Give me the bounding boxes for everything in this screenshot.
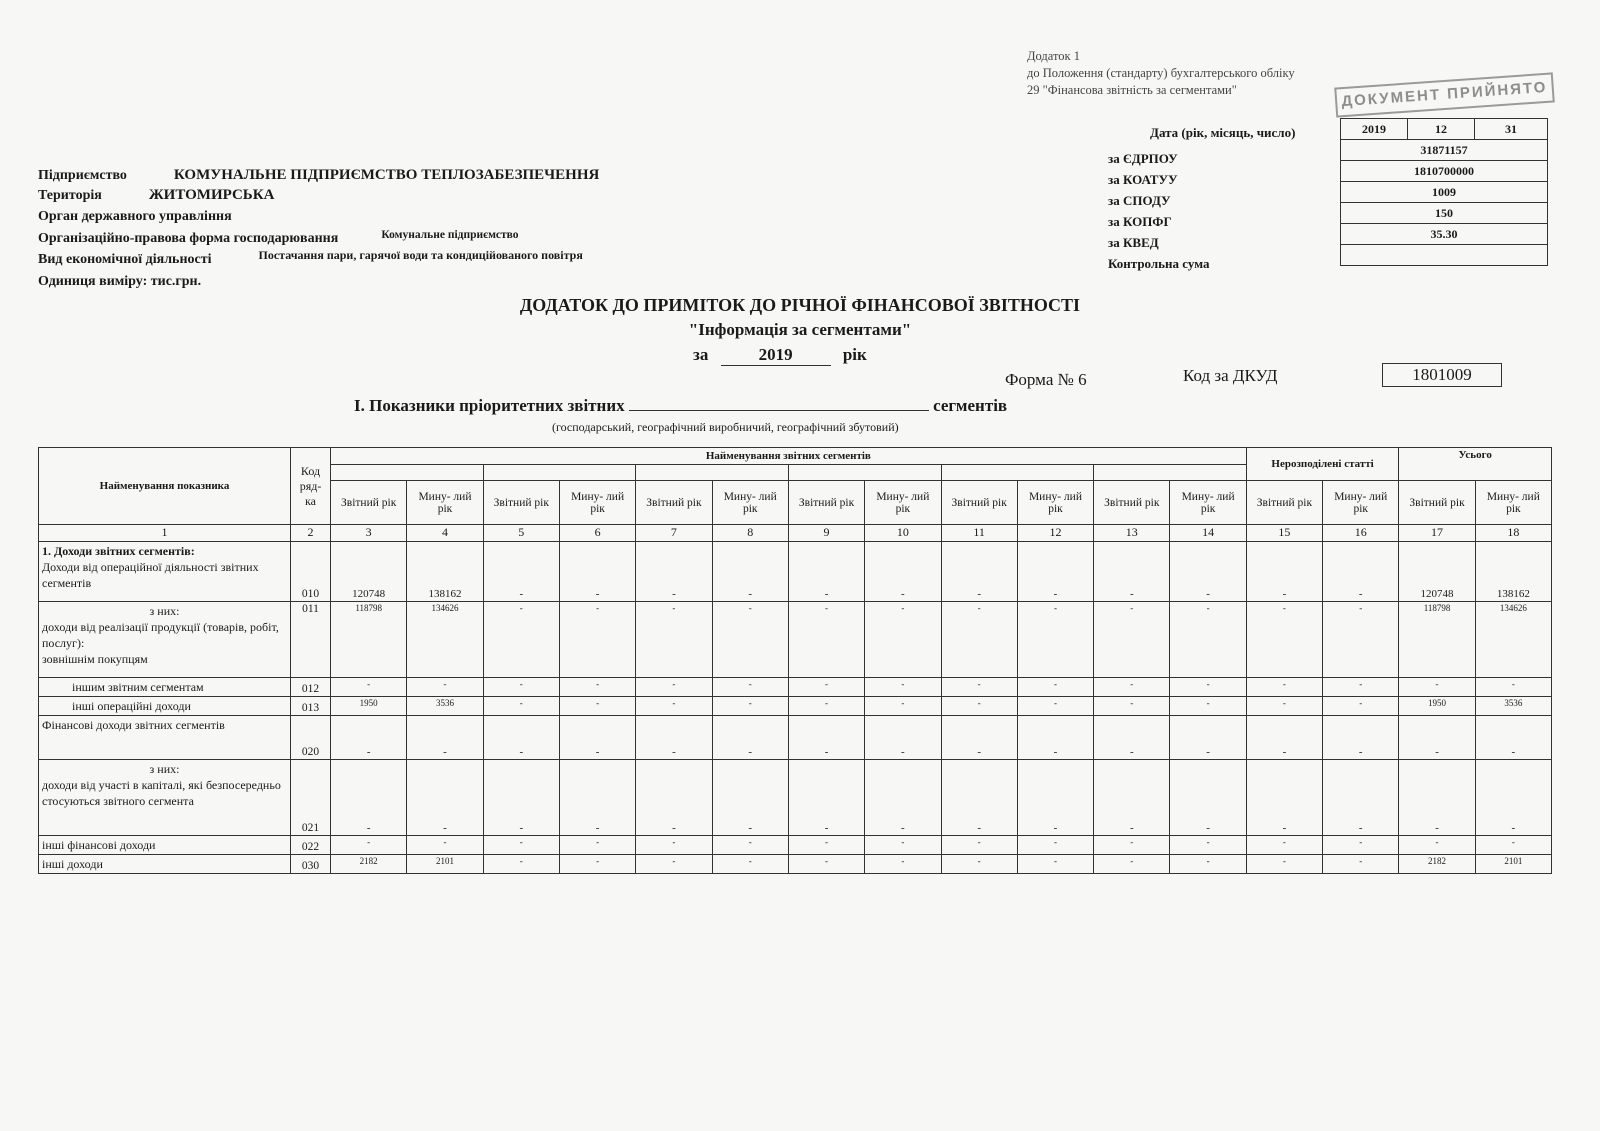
- dkud-label: Код за ДКУД: [1183, 366, 1278, 385]
- row-value: -: [712, 678, 788, 697]
- col-number: 2: [291, 525, 331, 542]
- form-number: Форма № 6: [1005, 370, 1087, 389]
- row-value: -: [1475, 716, 1551, 760]
- col-number: 14: [1170, 525, 1246, 542]
- row-value: -: [1399, 716, 1475, 760]
- col-current-13: Звітний рік: [1094, 481, 1170, 525]
- row-value: -: [331, 716, 407, 760]
- row-value: -: [1170, 697, 1246, 716]
- row-value: -: [788, 836, 864, 855]
- checksum-label: Контрольна сума: [1108, 256, 1210, 271]
- row-value: -: [788, 678, 864, 697]
- col-number: 13: [1094, 525, 1170, 542]
- row-value: 2182: [1399, 855, 1475, 874]
- row-value: -: [1323, 678, 1399, 697]
- row-value: -: [331, 836, 407, 855]
- col-number: 8: [712, 525, 788, 542]
- row-value: -: [1323, 836, 1399, 855]
- col-number: 4: [407, 525, 483, 542]
- enterprise-value: КОМУНАЛЬНЕ ПІДПРИЄМСТВО ТЕПЛОЗАБЕЗПЕЧЕННЯ: [173, 167, 600, 183]
- kopfg-value: 150: [1341, 203, 1548, 224]
- segment-4-header: [788, 465, 941, 481]
- segment-6-header: [1094, 465, 1247, 481]
- row-value: -: [1399, 678, 1475, 697]
- koatuu-value: 1810700000: [1341, 161, 1548, 182]
- segment-3-header: [636, 465, 789, 481]
- section-suffix: сегментів: [933, 396, 1008, 415]
- row-value: -: [1094, 836, 1170, 855]
- authority-label: Орган державного управління: [38, 209, 232, 224]
- appendix-note: [1027, 48, 1295, 99]
- row-name: інші фінансові доходи: [39, 836, 291, 855]
- segment-5-header: [941, 465, 1094, 481]
- activity-label: Вид економічної діяльності: [38, 252, 212, 267]
- territory-value: ЖИТОМИРСЬКА: [148, 187, 275, 203]
- appendix-line-3: 29 "Фінансова звітність за сегментами": [1027, 83, 1237, 97]
- period-for-label: за: [693, 345, 709, 364]
- row-value: -: [788, 602, 864, 678]
- row-value: -: [483, 542, 559, 602]
- row-value: -: [941, 602, 1017, 678]
- table-body: [39, 542, 1552, 874]
- table-row: [39, 697, 1552, 716]
- col-number: 9: [788, 525, 864, 542]
- kved-label: за КВЕД: [1108, 235, 1159, 250]
- date-label: Дата (рік, місяць, число): [1150, 125, 1296, 140]
- row-value: 138162: [407, 542, 483, 602]
- segment-2-header: [483, 465, 636, 481]
- col-prev-18: Мину- лий рік: [1475, 481, 1551, 525]
- enterprise-label: Підприємство: [38, 168, 127, 183]
- row-value: -: [941, 678, 1017, 697]
- col-current-11: Звітний рік: [941, 481, 1017, 525]
- header-unallocated: Нерозподілені статті: [1246, 448, 1399, 481]
- row-value: -: [483, 836, 559, 855]
- row-value: -: [636, 678, 712, 697]
- row-value: 118798: [331, 602, 407, 678]
- row-value: -: [1246, 697, 1322, 716]
- row-value: -: [1475, 836, 1551, 855]
- row-value: -: [559, 697, 635, 716]
- row-value: -: [788, 542, 864, 602]
- row-value: -: [865, 836, 941, 855]
- row-value: -: [1017, 760, 1093, 836]
- row-value: -: [1017, 602, 1093, 678]
- row-value: -: [712, 855, 788, 874]
- row-name: з них: доходи від участі в капіталі, які безпосередньо стосуються звітного сегмента: [39, 760, 291, 836]
- row-value: -: [1094, 855, 1170, 874]
- row-value: -: [1399, 760, 1475, 836]
- col-number: 10: [865, 525, 941, 542]
- section-title: І. Показники пріоритетних звітних: [354, 396, 625, 415]
- row-value: -: [712, 760, 788, 836]
- row-value: -: [941, 542, 1017, 602]
- col-current-7: Звітний рік: [636, 481, 712, 525]
- codes-table: [1340, 118, 1548, 266]
- row-value: -: [788, 697, 864, 716]
- row-value: -: [559, 602, 635, 678]
- row-name: 1. Доходи звітних сегментів: Доходи від операційної діяльності звітних сегментів: [39, 542, 291, 602]
- row-value: 120748: [1399, 542, 1475, 602]
- row-value: -: [712, 716, 788, 760]
- row-name: інші операційні доходи: [39, 697, 291, 716]
- row-value: -: [1094, 542, 1170, 602]
- row-value: -: [1170, 855, 1246, 874]
- row-value: -: [1170, 542, 1246, 602]
- row-value: 1950: [331, 697, 407, 716]
- row-value: -: [941, 716, 1017, 760]
- row-value: -: [1094, 678, 1170, 697]
- row-value: -: [1017, 697, 1093, 716]
- row-name: іншим звітним сегментам: [39, 678, 291, 697]
- row-value: -: [1475, 678, 1551, 697]
- territory-row: [38, 187, 274, 204]
- kopfg-label: за КОПФГ: [1108, 214, 1172, 229]
- activity-row: [38, 248, 583, 268]
- row-code: 030: [291, 855, 331, 874]
- row-value: -: [1323, 760, 1399, 836]
- checksum-value: [1341, 245, 1548, 266]
- col-number: 15: [1246, 525, 1322, 542]
- enterprise-row: [38, 167, 599, 184]
- row-value: -: [1246, 716, 1322, 760]
- row-value: -: [1094, 760, 1170, 836]
- col-current-3: Звітний рік: [331, 481, 407, 525]
- row-value: -: [941, 697, 1017, 716]
- row-value: -: [1246, 855, 1322, 874]
- row-code: 021: [291, 760, 331, 836]
- territory-label: Територія: [38, 188, 102, 203]
- activity-value: Постачання пари, гарячої води та кондиційованого повітря: [258, 248, 583, 262]
- row-value: -: [559, 836, 635, 855]
- col-current-15: Звітний рік: [1246, 481, 1322, 525]
- row-value: -: [1170, 836, 1246, 855]
- table-row: [39, 760, 1552, 836]
- row-value: -: [865, 542, 941, 602]
- appendix-line-2: до Положення (стандарту) бухгалтерського обліку: [1027, 66, 1295, 80]
- row-value: -: [636, 716, 712, 760]
- period-suffix: рік: [842, 345, 867, 364]
- row-value: -: [1323, 602, 1399, 678]
- section-hint: (господарський, географічний виробничий, географічний збутовий): [552, 420, 899, 434]
- row-value: -: [483, 602, 559, 678]
- row-value: -: [1323, 716, 1399, 760]
- col-prev-10: Мину- лий рік: [865, 481, 941, 525]
- row-value: -: [407, 760, 483, 836]
- col-prev-16: Мину- лий рік: [1323, 481, 1399, 525]
- row-value: -: [1170, 716, 1246, 760]
- col-current-17: Звітний рік: [1399, 481, 1475, 525]
- row-value: -: [331, 760, 407, 836]
- dkud-value: 1801009: [1382, 363, 1502, 387]
- row-code: 022: [291, 836, 331, 855]
- row-value: -: [1170, 760, 1246, 836]
- row-value: 1950: [1399, 697, 1475, 716]
- header-row-code: Код ряд- ка: [291, 448, 331, 525]
- row-value: -: [941, 855, 1017, 874]
- row-value: -: [1017, 542, 1093, 602]
- section-title-row: [354, 396, 1007, 416]
- row-code: 013: [291, 697, 331, 716]
- col-prev-12: Мину- лий рік: [1017, 481, 1093, 525]
- row-value: -: [1475, 760, 1551, 836]
- col-number: 7: [636, 525, 712, 542]
- col-number: 11: [941, 525, 1017, 542]
- col-prev-8: Мину- лий рік: [712, 481, 788, 525]
- row-value: -: [636, 697, 712, 716]
- row-value: 2182: [331, 855, 407, 874]
- report-title: ДОДАТОК ДО ПРИМІТОК ДО РІЧНОЇ ФІНАНСОВОЇ ЗВІТНОСТІ: [519, 295, 1081, 315]
- row-value: -: [865, 602, 941, 678]
- row-value: -: [407, 678, 483, 697]
- row-name: з них: доходи від реалізації продукції (товарів, робіт, послуг): зовнішнім покупцям: [39, 602, 291, 678]
- row-value: -: [1246, 678, 1322, 697]
- header-segments: Найменування звітних сегментів: [331, 448, 1247, 465]
- row-value: -: [1246, 760, 1322, 836]
- column-number-row: [39, 525, 1552, 542]
- row-value: -: [483, 760, 559, 836]
- row-value: -: [941, 760, 1017, 836]
- edrpou-label: за ЄДРПОУ: [1108, 151, 1178, 166]
- col-number: 12: [1017, 525, 1093, 542]
- col-prev-4: Мину- лий рік: [407, 481, 483, 525]
- row-value: -: [1170, 678, 1246, 697]
- row-name: інші доходи: [39, 855, 291, 874]
- row-value: -: [483, 678, 559, 697]
- row-value: -: [636, 602, 712, 678]
- col-number: 1: [39, 525, 291, 542]
- row-value: 2101: [407, 855, 483, 874]
- row-value: -: [712, 836, 788, 855]
- row-value: -: [483, 716, 559, 760]
- col-current-9: Звітний рік: [788, 481, 864, 525]
- col-number: 17: [1399, 525, 1475, 542]
- date-day: 31: [1475, 119, 1548, 140]
- row-value: -: [788, 855, 864, 874]
- legal-form-value: Комунальне підприємство: [381, 229, 519, 241]
- row-code: 010: [291, 542, 331, 602]
- row-code: 011: [291, 602, 331, 678]
- koatuu-label: за КОАТУУ: [1108, 172, 1178, 187]
- kved-value: 35.30: [1341, 224, 1548, 245]
- row-value: -: [788, 760, 864, 836]
- row-value: -: [1017, 716, 1093, 760]
- period-row: [693, 345, 867, 366]
- table-row: [39, 716, 1552, 760]
- row-value: -: [636, 836, 712, 855]
- col-number: 16: [1323, 525, 1399, 542]
- row-value: -: [331, 678, 407, 697]
- legal-form-label: Організаційно-правова форма господарювання: [38, 231, 339, 246]
- row-value: -: [712, 697, 788, 716]
- col-prev-14: Мину- лий рік: [1170, 481, 1246, 525]
- row-value: 138162: [1475, 542, 1551, 602]
- row-name: Фінансові доходи звітних сегментів: [39, 716, 291, 760]
- spodu-label: за СПОДУ: [1108, 193, 1171, 208]
- table-row: [39, 678, 1552, 697]
- report-subtitle: "Інформація за сегментами": [688, 320, 912, 339]
- row-code: 020: [291, 716, 331, 760]
- row-value: -: [559, 542, 635, 602]
- col-number: 6: [559, 525, 635, 542]
- row-value: -: [865, 716, 941, 760]
- row-value: -: [559, 760, 635, 836]
- row-value: -: [636, 855, 712, 874]
- header-total: Усього: [1399, 448, 1552, 481]
- appendix-line-1: Додаток 1: [1027, 49, 1080, 63]
- date-year: 2019: [1341, 119, 1408, 140]
- row-value: 134626: [1475, 602, 1551, 678]
- row-value: -: [559, 855, 635, 874]
- header-indicator-name: Найменування показника: [39, 448, 291, 525]
- row-value: -: [559, 678, 635, 697]
- row-value: -: [1323, 542, 1399, 602]
- row-value: -: [1017, 836, 1093, 855]
- row-value: -: [636, 760, 712, 836]
- row-value: -: [865, 678, 941, 697]
- section-blank-line: [629, 396, 929, 411]
- segments-table: [38, 447, 1552, 874]
- row-value: -: [941, 836, 1017, 855]
- row-value: -: [1399, 836, 1475, 855]
- period-year: 2019: [721, 345, 831, 366]
- col-number: 5: [483, 525, 559, 542]
- row-value: -: [1246, 602, 1322, 678]
- row-value: -: [483, 697, 559, 716]
- row-value: -: [1246, 542, 1322, 602]
- row-value: -: [1094, 697, 1170, 716]
- spodu-value: 1009: [1341, 182, 1548, 203]
- row-value: -: [1323, 697, 1399, 716]
- row-value: 118798: [1399, 602, 1475, 678]
- row-value: -: [559, 716, 635, 760]
- segment-1-header: [331, 465, 484, 481]
- row-value: -: [483, 855, 559, 874]
- row-value: -: [1094, 602, 1170, 678]
- row-value: -: [712, 542, 788, 602]
- unit-label: Одиниця виміру: тис.грн.: [38, 274, 202, 289]
- row-value: 120748: [331, 542, 407, 602]
- row-value: 3536: [407, 697, 483, 716]
- row-value: -: [712, 602, 788, 678]
- row-value: -: [1246, 836, 1322, 855]
- table-row: [39, 836, 1552, 855]
- row-value: -: [865, 697, 941, 716]
- row-value: -: [1170, 602, 1246, 678]
- col-number: 18: [1475, 525, 1551, 542]
- row-value: -: [1017, 855, 1093, 874]
- legal-form-row: [38, 231, 519, 247]
- col-current-5: Звітний рік: [483, 481, 559, 525]
- date-month: 12: [1408, 119, 1475, 140]
- row-value: 3536: [1475, 697, 1551, 716]
- row-value: -: [1017, 678, 1093, 697]
- row-value: -: [865, 855, 941, 874]
- row-value: -: [788, 716, 864, 760]
- table-row: [39, 602, 1552, 678]
- edrpou-value: 31871157: [1341, 140, 1548, 161]
- accepted-stamp: ДОКУМЕНТ ПРИЙНЯТО: [1334, 72, 1555, 117]
- table-row: [39, 542, 1552, 602]
- col-number: 3: [331, 525, 407, 542]
- row-value: -: [636, 542, 712, 602]
- table-row: [39, 855, 1552, 874]
- col-prev-6: Мину- лий рік: [559, 481, 635, 525]
- row-code: 012: [291, 678, 331, 697]
- row-value: -: [407, 836, 483, 855]
- row-value: -: [1094, 716, 1170, 760]
- row-value: -: [865, 760, 941, 836]
- row-value: 2101: [1475, 855, 1551, 874]
- row-value: 134626: [407, 602, 483, 678]
- row-value: -: [1323, 855, 1399, 874]
- row-value: -: [407, 716, 483, 760]
